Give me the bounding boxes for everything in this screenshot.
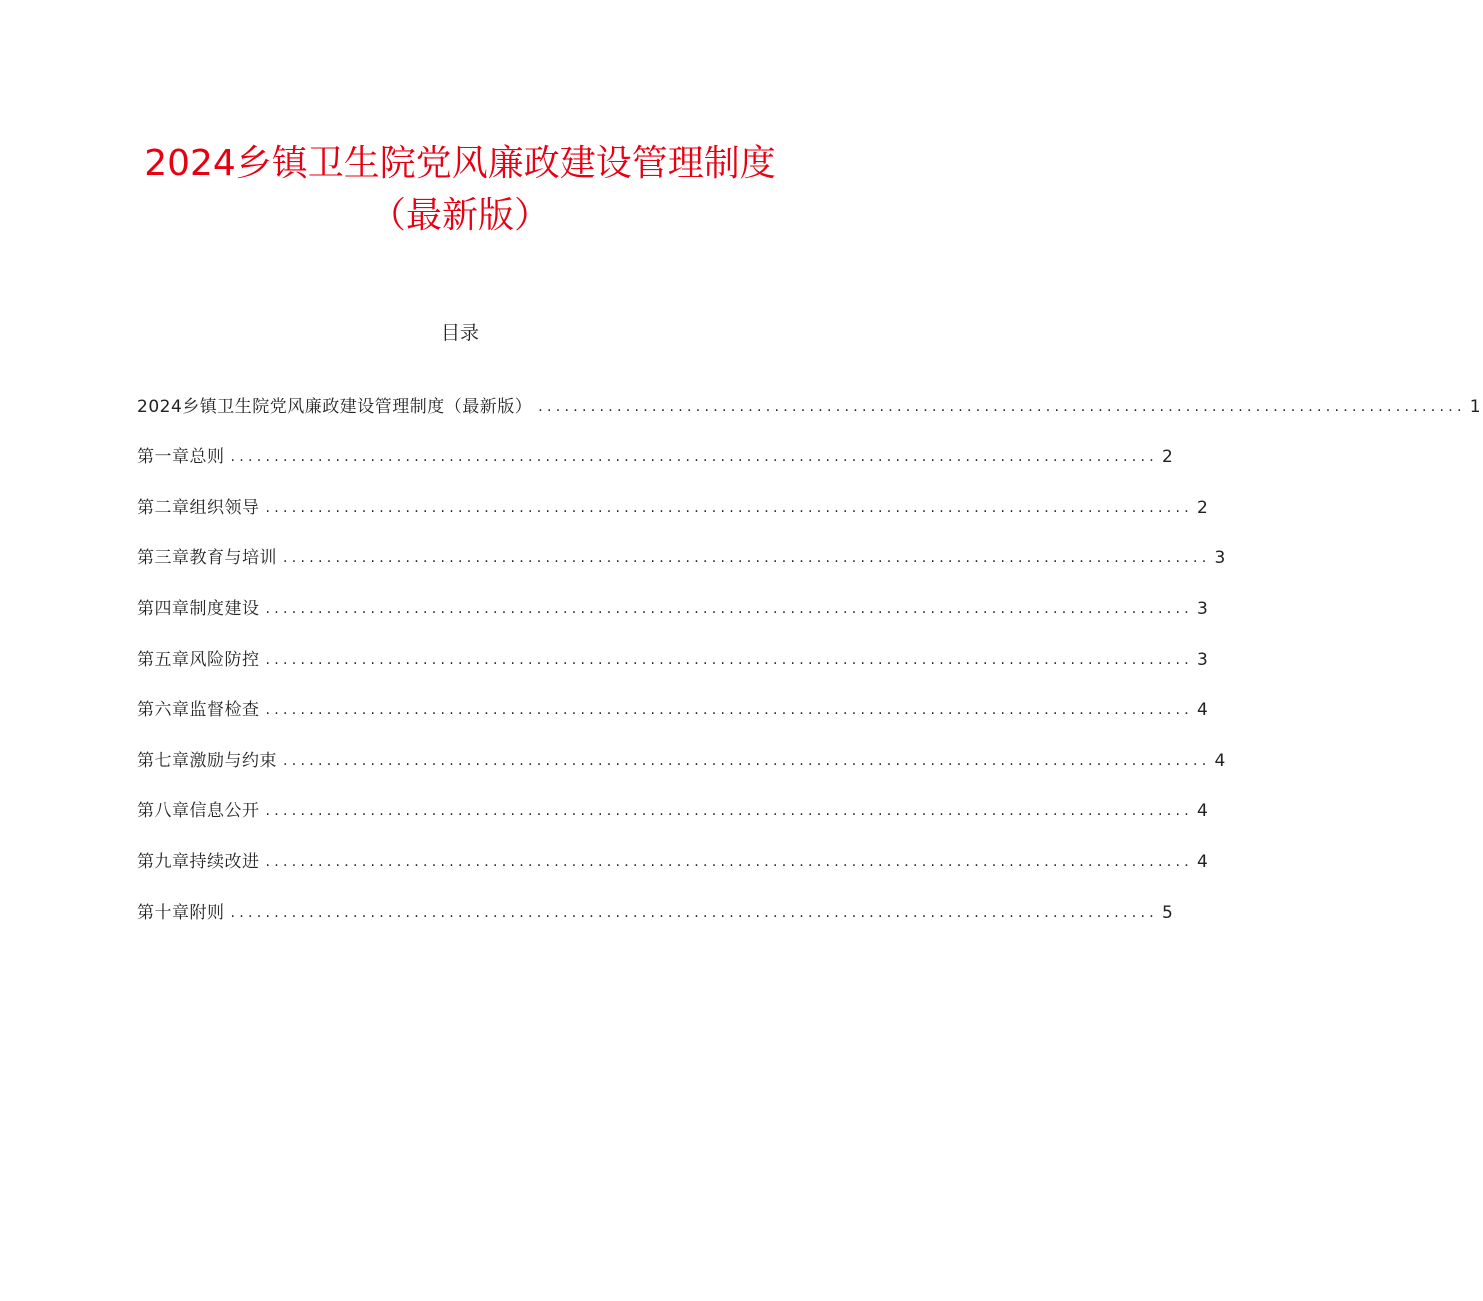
toc-entry-chapter-3[interactable] — [137, 521, 1226, 572]
toc-page-number: 4 — [1197, 851, 1208, 872]
toc-entry-label: 第八章信息公开 — [137, 801, 260, 822]
toc-entry-label: 第三章教育与培训 — [137, 548, 277, 569]
toc-page-number: 3 — [1197, 649, 1208, 670]
toc-leader-dots: .......................................................................................................... — [283, 752, 1211, 769]
toc-leader-dots: .......................................................................................................... — [230, 449, 1159, 466]
toc-entry-label: 第九章持续改进 — [137, 851, 260, 872]
toc-page-number: 3 — [1214, 548, 1226, 569]
toc-page-number: 1 — [1469, 396, 1481, 417]
toc-entry-chapter-8[interactable] — [137, 774, 1208, 825]
toc-leader-dots: .......................................................................................................... — [538, 398, 1466, 415]
toc-entry-label: 第四章制度建设 — [137, 598, 260, 619]
document-title-line1: 2024乡镇卫生院党风廉政建设管理制度 — [144, 143, 776, 184]
toc-entry-chapter-6[interactable] — [137, 673, 1208, 724]
toc-page-number: 2 — [1197, 497, 1208, 518]
toc-entry-label: 第二章组织领导 — [137, 497, 260, 518]
toc-leader-dots: .......................................................................................................... — [265, 651, 1194, 668]
toc-entry-label: 第七章激励与约束 — [137, 750, 277, 771]
toc-entry-label: 第一章总则 — [137, 447, 225, 468]
toc-page-number: 3 — [1197, 598, 1208, 619]
toc-entry-label: 第六章监督检查 — [137, 700, 260, 721]
toc-entry-chapter-2[interactable] — [137, 470, 1208, 521]
document-title-line2: （最新版） — [369, 195, 550, 236]
toc-page-number: 4 — [1197, 700, 1208, 721]
toc-entry-chapter-5[interactable] — [137, 622, 1208, 673]
toc-entry-label: 2024乡镇卫生院党风廉政建设管理制度（最新版） — [137, 396, 533, 417]
toc-entry-label: 第五章风险防控 — [137, 649, 260, 670]
toc-page-number: 2 — [1162, 447, 1173, 468]
toc-leader-dots: .......................................................................................................... — [265, 600, 1194, 617]
toc-entry-chapter-9[interactable] — [137, 824, 1208, 875]
toc-entry-label: 第十章附则 — [137, 902, 225, 923]
toc-entry-chapter-7[interactable] — [137, 723, 1226, 774]
toc-leader-dots: .......................................................................................................... — [265, 803, 1194, 820]
toc-entry-chapter-4[interactable] — [137, 571, 1208, 622]
toc-entry-chapter-10[interactable] — [137, 875, 1173, 926]
toc-heading: 目录 — [440, 322, 479, 344]
toc-page-number: 5 — [1162, 902, 1173, 923]
toc-leader-dots: .......................................................................................................... — [265, 853, 1194, 870]
toc-entry-chapter-1[interactable] — [137, 420, 1173, 471]
table-of-contents — [137, 369, 1481, 926]
toc-page-number: 4 — [1197, 801, 1208, 822]
toc-leader-dots: .......................................................................................................... — [283, 550, 1211, 567]
toc-leader-dots: .......................................................................................................... — [230, 904, 1159, 921]
toc-leader-dots: .......................................................................................................... — [265, 499, 1194, 516]
toc-entry-title[interactable] — [137, 369, 1481, 420]
toc-page-number: 4 — [1214, 750, 1226, 771]
toc-leader-dots: .......................................................................................................... — [265, 702, 1194, 719]
document-title — [60, 138, 860, 242]
